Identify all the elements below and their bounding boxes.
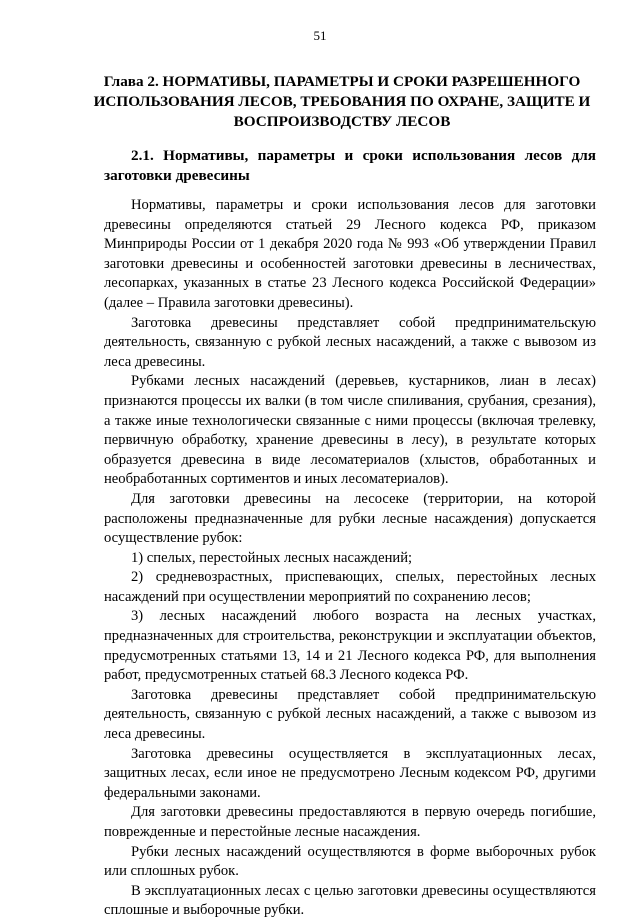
list-item: 2) средневозрастных, приспевающих, спелых, перестойных лесных насаждений при осуществлении мероприятий по сохранению лесов; [104,569,596,605]
section-title: 2.1. Нормативы, параметры и сроки использования лесов для заготовки древесины [104,147,596,184]
page-number: 51 [313,28,327,43]
chapter-title: Глава 2. НОРМАТИВЫ, ПАРАМЕТРЫ И СРОКИ РАЗРЕШЕННОГО ИСПОЛЬЗОВАНИЯ ЛЕСОВ, ТРЕБОВАНИЯ ПО ОХРАНЕ, ЗАЩИТЕ И ВОСПРОИЗВОДСТВУ ЛЕСОВ [93,73,591,130]
document-body [104,196,596,921]
paragraph: Заготовка древесины представляет собой предпринимательскую деятельность, связанную с рубкой лесных насаждений, а также с вывозом из леса древесины. [104,314,596,370]
list-item: 3) лесных насаждений любого возраста на лесных участках, предназначенных для строительства, реконструкции и эксплуатации объектов, предусмотренных статьями 13, 14 и 21 Лесного кодекса РФ, для выполнения работ, предусмотренных статьей 68.3 Лесного кодекса РФ. [104,608,596,684]
list-item: 1) спелых, перестойных лесных насаждений; [131,549,413,566]
paragraph: Заготовка древесины представляет собой предпринимательскую деятельность, связанную с рубкой лесных насаждений, а также с вывозом из леса древесины. [104,686,596,743]
paragraph: В эксплуатационных лесах с целью заготовки древесины осуществляются сплошные и выборочные рубки. [104,882,596,919]
paragraph: Для заготовки древесины на лесосеке (территории, на которой расположены предназначенные для рубки лесные насаждения) допускается осуществление рубок: [104,490,596,547]
paragraph: Рубками лесных насаждений (деревьев, кустарников, лиан в лесах) признаются процессы их валки (в том числе спиливания, срубания, срезания), а также иные технологически связанные с ними процессы (включая трелевку, первичную обработку, хранение древесины в лесу), в результате которых образуется древесина в виде лесоматериалов (хлыстов, обработанных и необработанных сортиментов и иных лесоматериалов). [104,373,596,488]
paragraph: Заготовка древесины осуществляется в эксплуатационных лесах, защитных лесах, если иное не предусмотрено Лесным кодексом РФ, другими федеральными законами. [104,745,596,801]
paragraph: Для заготовки древесины предоставляются в первую очередь погибшие, поврежденные и перестойные лесные насаждения. [104,804,596,840]
paragraph: Нормативы, параметры и сроки использования лесов для заготовки древесины определяются статьей 29 Лесного кодекса РФ, приказом Минприроды России от 1 декабря 2020 года № 993 «Об утверждении Правил заготовки древесины и особенностей заготовки древесины в лесничествах, лесопарках, указанных в статье 23 Лесного кодекса Российской Федерации» (далее – Правила заготовки древесины). [104,197,596,311]
paragraph: Рубки лесных насаждений осуществляются в форме выборочных рубок или сплошных рубок. [104,843,596,880]
